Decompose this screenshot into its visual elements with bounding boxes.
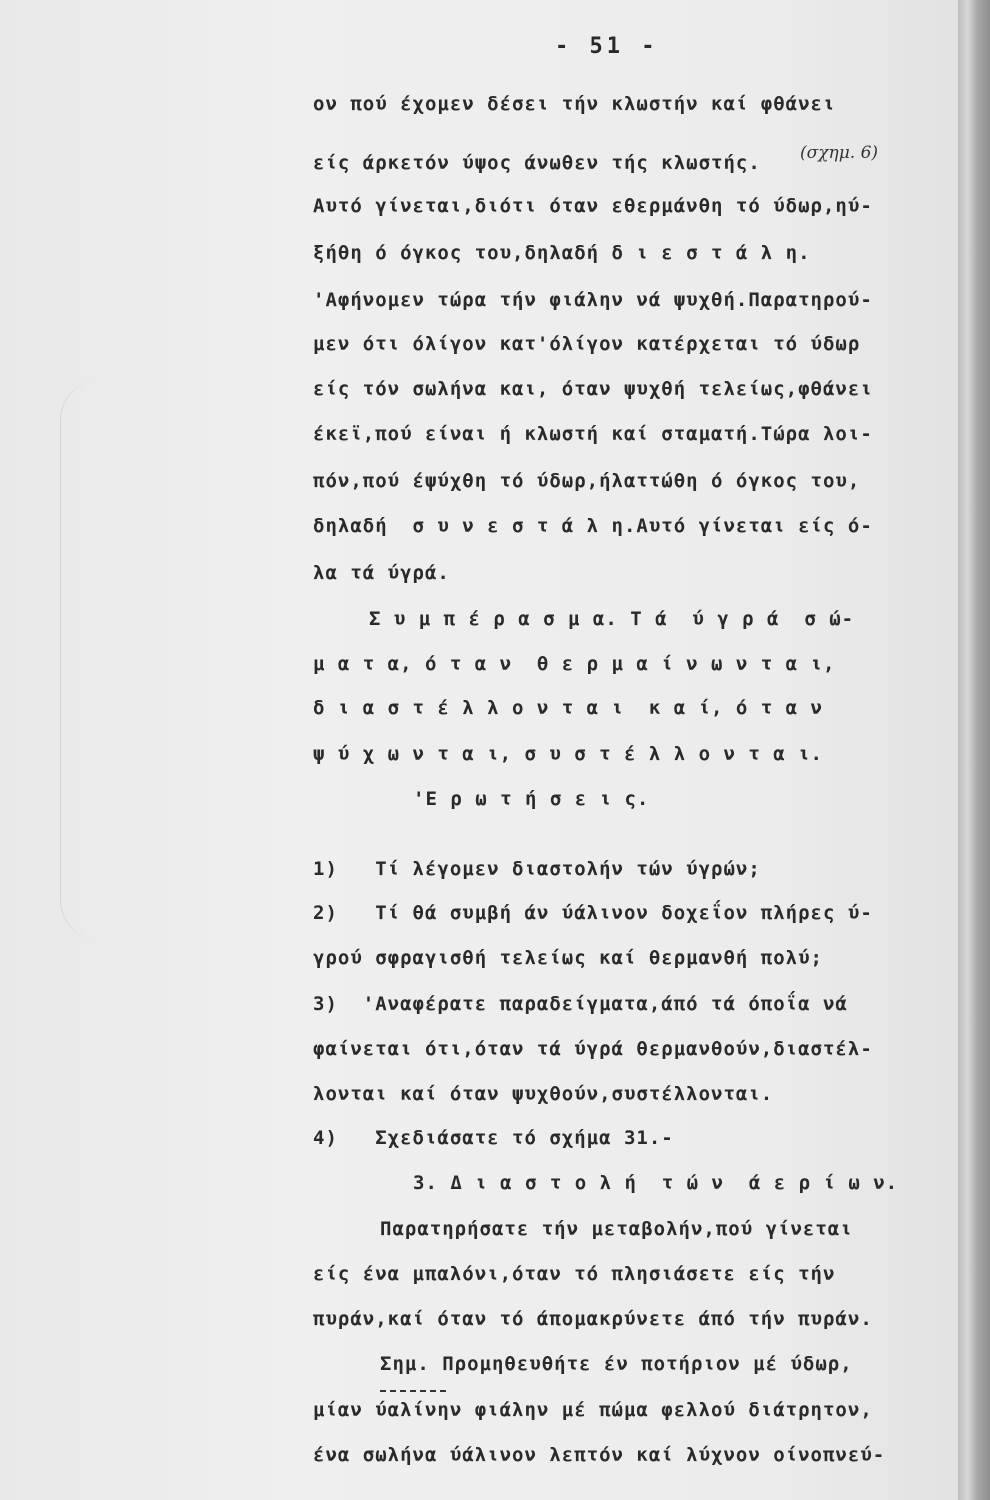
note-underline: [380, 1390, 446, 1392]
conclusion-line-3: δ ι α σ τ έ λ λ ο ν τ α ι κ α ί, ό τ α ν: [313, 697, 823, 719]
text-line-7: είς τόν σωλήνα και, όταν ψυχθή τελείως,φθάνει: [313, 378, 873, 400]
note-line-2: μίαν ύαλίνην φιάλην μέ πώμα φελλού διάτρητον,: [313, 1399, 873, 1421]
text-line-5: 'Αφήνομεν τώρα τήν φιάλην νά ψυχθή.Παρατηρού-: [313, 289, 873, 311]
text-line-1: ον πού έχομεν δέσει τήν κλωστήν καί φθάνει: [313, 93, 836, 115]
text-line-3: Αυτό γίνεται,διότι όταν εθερμάνθη τό ύδωρ,ηύ-: [313, 195, 873, 217]
text-line-4: ξήθη ό όγκος του,δηλαδή δ ι ε σ τ ά λ η.: [313, 242, 811, 264]
text-line-9: πόν,πού έψύχθη τό ύδωρ,ήλαττώθη ό όγκος του,: [313, 470, 861, 492]
text-line-6: μεν ότι όλίγον κατ'όλίγον κατέρχεται τό ύδωρ: [313, 333, 861, 355]
page-crease: [60, 380, 141, 940]
questions-heading: 'Ε ρ ω τ ή σ ε ι ς.: [413, 788, 650, 810]
question-3-line-3: λονται καί όταν ψυχθούν,συστέλλονται.: [313, 1083, 774, 1105]
text-line-10: δηλαδή σ υ ν ε σ τ ά λ η.Αυτό γίνεται είς ό-: [313, 515, 873, 537]
question-2-line-1: 2) Τί θά συμβή άν ύάλινον δοχεΐον πλήρες ύ-: [313, 902, 873, 924]
page-binding-edge: [958, 0, 990, 1500]
note-line-1: Σημ. Προμηθευθήτε έν ποτήριον μέ ύδωρ,: [380, 1353, 853, 1375]
conclusion-line-4: ψ ύ χ ω ν τ α ι, σ υ σ τ έ λ λ ο ν τ α ι.: [313, 743, 823, 765]
question-3-line-1: 3) 'Αναφέρατε παραδείγματα,άπό τά όποΐα νά: [313, 993, 848, 1015]
section-heading: 3. Δ ι α σ τ ο λ ή τ ώ ν ά ε ρ ί ω ν.: [413, 1172, 899, 1194]
text-line-8: έκεϊ,πού είναι ή κλωστή καί σταματή.Τώρα λοι-: [313, 423, 873, 445]
question-2-line-2: γρού σφραγισθή τελείως καί θερμανθή πολύ;: [313, 947, 823, 969]
conclusion-line-2: μ α τ α, ό τ α ν θ ε ρ μ α ί ν ω ν τ α ι,: [313, 653, 836, 675]
note-line-3: ένα σωλήνα ύάλινον λεπτόν καί λύχνον οίνοπνεύ-: [313, 1444, 886, 1466]
handwritten-note: (σχημ. 6): [800, 143, 879, 163]
paragraph-line-2: είς ένα μπαλόνι,όταν τό πλησιάσετε είς τήν: [313, 1263, 836, 1285]
question-3-line-2: φαίνεται ότι,όταν τά ύγρά θερμανθούν,διαστέλ-: [313, 1038, 873, 1060]
question-4: 4) Σχεδιάσατε τό σχήμα 31.-: [313, 1127, 674, 1149]
text-line-2: είς άρκετόν ύψος άνωθεν τής κλωστής.: [313, 152, 761, 174]
paragraph-line-1: Παρατηρήσατε τήν μεταβολήν,πού γίνεται: [380, 1218, 853, 1240]
page-number: - 51 -: [555, 34, 659, 59]
paragraph-line-3: πυράν,καί όταν τό άπομακρύνετε άπό τήν πυράν.: [313, 1308, 873, 1330]
question-1: 1) Τί λέγομεν διαστολήν τών ύγρών;: [313, 858, 761, 880]
conclusion-line-1: Σ υ μ π έ ρ α σ μ α. Τ ά ύ γ ρ ά σ ώ-: [369, 608, 855, 630]
text-line-11: λα τά ύγρά.: [313, 562, 450, 584]
